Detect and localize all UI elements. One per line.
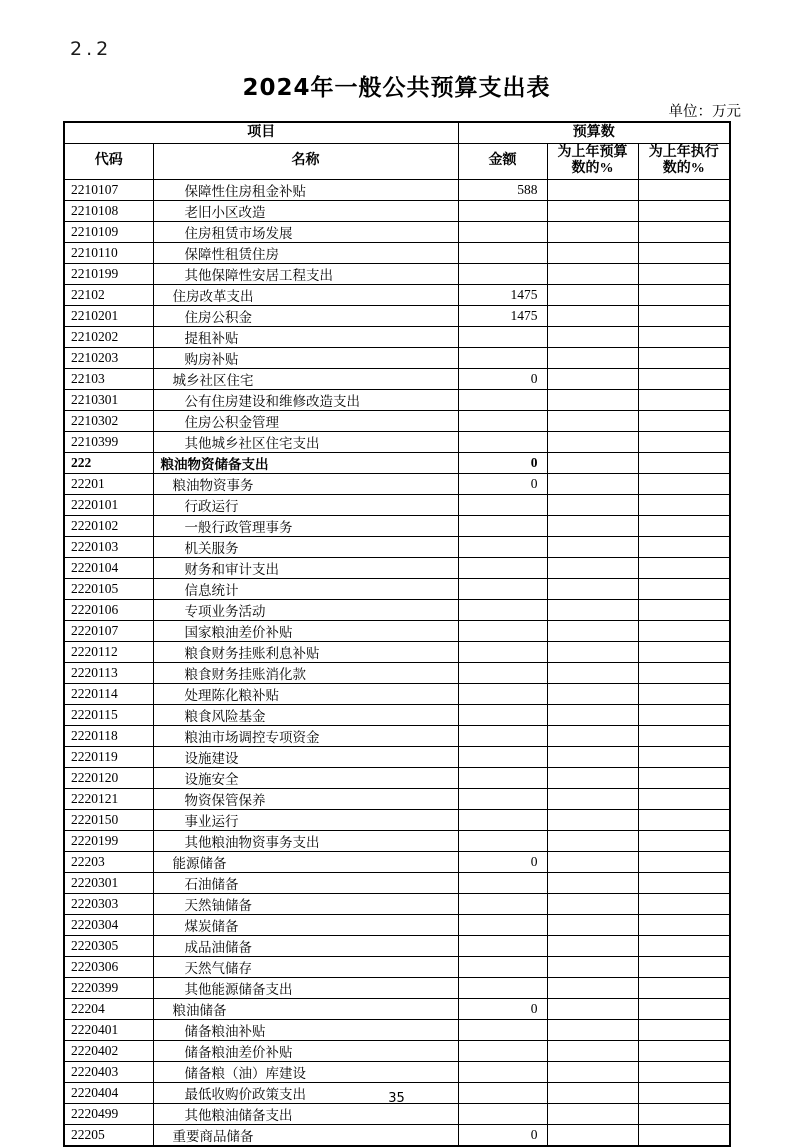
cell-prev-budget-pct: [547, 830, 638, 851]
header-prev-budget-pct-line2: 数的%: [571, 161, 614, 176]
cell-prev-exec-pct: [638, 536, 730, 557]
cell-prev-budget-pct: [547, 284, 638, 305]
cell-name: 粮油物资储备支出: [153, 452, 458, 473]
cell-code: 2220301: [64, 872, 153, 893]
cell-name: 信息统计: [153, 578, 458, 599]
cell-prev-exec-pct: [638, 893, 730, 914]
cell-code: 2210109: [64, 221, 153, 242]
cell-prev-budget-pct: [547, 494, 638, 515]
cell-name: 粮食财务挂账消化款: [153, 662, 458, 683]
header-amount: 金额: [458, 143, 547, 179]
cell-code: 2220121: [64, 788, 153, 809]
cell-prev-exec-pct: [638, 1019, 730, 1040]
cell-name: 粮油市场调控专项资金: [153, 725, 458, 746]
table-row: [64, 242, 730, 263]
table-row: [64, 200, 730, 221]
cell-prev-budget-pct: [547, 809, 638, 830]
cell-prev-budget-pct: [547, 641, 638, 662]
cell-amount: [458, 662, 547, 683]
cell-amount: [458, 683, 547, 704]
cell-prev-budget-pct: [547, 452, 638, 473]
cell-prev-exec-pct: [638, 956, 730, 977]
table-row: [64, 284, 730, 305]
header-code: 代码: [64, 143, 153, 179]
section-number: 2.2: [70, 38, 113, 60]
cell-prev-exec-pct: [638, 263, 730, 284]
cell-name: 天然铀储备: [153, 893, 458, 914]
table-row: [64, 1061, 730, 1082]
cell-prev-exec-pct: [638, 830, 730, 851]
cell-code: 2210108: [64, 200, 153, 221]
cell-prev-exec-pct: [638, 641, 730, 662]
cell-code: 2220101: [64, 494, 153, 515]
cell-prev-exec-pct: [638, 851, 730, 872]
cell-code: 22205: [64, 1124, 153, 1146]
cell-prev-exec-pct: [638, 662, 730, 683]
cell-amount: [458, 578, 547, 599]
table-row: [64, 179, 730, 200]
cell-name: 老旧小区改造: [153, 200, 458, 221]
cell-name: 粮食财务挂账利息补贴: [153, 641, 458, 662]
cell-name: 设施建设: [153, 746, 458, 767]
cell-name: 粮油物资事务: [153, 473, 458, 494]
cell-amount: [458, 830, 547, 851]
cell-prev-exec-pct: [638, 725, 730, 746]
header-prev-exec-pct-line1: 为上年执行: [648, 145, 719, 160]
cell-prev-budget-pct: [547, 557, 638, 578]
cell-amount: 0: [458, 452, 547, 473]
header-group-project: 项目: [64, 122, 458, 143]
cell-prev-budget-pct: [547, 221, 638, 242]
cell-code: 2220103: [64, 536, 153, 557]
cell-prev-exec-pct: [638, 347, 730, 368]
table-row: [64, 641, 730, 662]
cell-prev-exec-pct: [638, 1124, 730, 1146]
cell-prev-budget-pct: [547, 998, 638, 1019]
cell-amount: [458, 725, 547, 746]
cell-prev-exec-pct: [638, 998, 730, 1019]
cell-amount: [458, 200, 547, 221]
header-group-budget: 预算数: [458, 122, 730, 143]
cell-name: 住房租赁市场发展: [153, 221, 458, 242]
cell-code: 2220114: [64, 683, 153, 704]
cell-amount: [458, 410, 547, 431]
cell-prev-budget-pct: [547, 977, 638, 998]
cell-code: 2220401: [64, 1019, 153, 1040]
cell-code: 2220304: [64, 914, 153, 935]
cell-name: 能源储备: [153, 851, 458, 872]
unit-label: 单位：万元: [668, 104, 741, 120]
cell-amount: 0: [458, 851, 547, 872]
cell-prev-exec-pct: [638, 200, 730, 221]
cell-code: 2210199: [64, 263, 153, 284]
cell-prev-budget-pct: [547, 473, 638, 494]
budget-table: [63, 121, 731, 1147]
cell-amount: [458, 1061, 547, 1082]
cell-prev-budget-pct: [547, 599, 638, 620]
cell-prev-exec-pct: [638, 788, 730, 809]
cell-prev-exec-pct: [638, 326, 730, 347]
cell-name: 购房补贴: [153, 347, 458, 368]
cell-prev-budget-pct: [547, 536, 638, 557]
cell-prev-exec-pct: [638, 431, 730, 452]
cell-prev-budget-pct: [547, 788, 638, 809]
cell-code: 22203: [64, 851, 153, 872]
cell-code: 2220305: [64, 935, 153, 956]
cell-prev-budget-pct: [547, 851, 638, 872]
cell-prev-budget-pct: [547, 326, 638, 347]
cell-name: 天然气储存: [153, 956, 458, 977]
page-number: 35: [388, 1091, 405, 1106]
cell-code: 222: [64, 452, 153, 473]
cell-prev-budget-pct: [547, 767, 638, 788]
cell-name: 专项业务活动: [153, 599, 458, 620]
cell-amount: [458, 221, 547, 242]
cell-amount: [458, 935, 547, 956]
cell-code: 2210399: [64, 431, 153, 452]
table-row: [64, 221, 730, 242]
cell-prev-budget-pct: [547, 914, 638, 935]
cell-name: 一般行政管理事务: [153, 515, 458, 536]
cell-prev-exec-pct: [638, 620, 730, 641]
table-row: [64, 536, 730, 557]
cell-code: 22201: [64, 473, 153, 494]
cell-prev-budget-pct: [547, 305, 638, 326]
cell-amount: [458, 242, 547, 263]
cell-prev-budget-pct: [547, 893, 638, 914]
cell-prev-exec-pct: [638, 515, 730, 536]
table-row: [64, 935, 730, 956]
cell-amount: [458, 557, 547, 578]
table-row: [64, 746, 730, 767]
cell-amount: [458, 809, 547, 830]
cell-prev-exec-pct: [638, 578, 730, 599]
table-row: [64, 515, 730, 536]
cell-name: 储备粮油补贴: [153, 1019, 458, 1040]
cell-prev-budget-pct: [547, 200, 638, 221]
cell-name: 提租补贴: [153, 326, 458, 347]
cell-prev-exec-pct: [638, 872, 730, 893]
cell-code: 2210202: [64, 326, 153, 347]
cell-name: 财务和审计支出: [153, 557, 458, 578]
table-row: [64, 620, 730, 641]
table-row: [64, 599, 730, 620]
header-group-row: [64, 122, 730, 143]
cell-amount: [458, 1040, 547, 1061]
cell-code: 2220105: [64, 578, 153, 599]
cell-prev-exec-pct: [638, 305, 730, 326]
cell-amount: [458, 704, 547, 725]
table-row: [64, 473, 730, 494]
cell-amount: 0: [458, 998, 547, 1019]
cell-amount: [458, 788, 547, 809]
cell-prev-budget-pct: [547, 746, 638, 767]
table-row: [64, 893, 730, 914]
cell-code: 22103: [64, 368, 153, 389]
table-row: [64, 1019, 730, 1040]
cell-name: 其他粮油储备支出: [153, 1103, 458, 1124]
cell-name: 其他能源储备支出: [153, 977, 458, 998]
cell-amount: 588: [458, 179, 547, 200]
cell-code: 2220306: [64, 956, 153, 977]
table-row: [64, 1124, 730, 1146]
cell-code: 2220120: [64, 767, 153, 788]
table-row: [64, 704, 730, 725]
cell-name: 事业运行: [153, 809, 458, 830]
header-prev-exec-pct-line2: 数的%: [662, 161, 705, 176]
cell-amount: 1475: [458, 305, 547, 326]
table-row: [64, 1040, 730, 1061]
cell-name: 保障性租赁住房: [153, 242, 458, 263]
cell-prev-exec-pct: [638, 599, 730, 620]
table-row: [64, 725, 730, 746]
cell-amount: [458, 893, 547, 914]
cell-prev-exec-pct: [638, 179, 730, 200]
table-row: [64, 347, 730, 368]
cell-prev-exec-pct: [638, 704, 730, 725]
cell-amount: [458, 977, 547, 998]
cell-prev-budget-pct: [547, 242, 638, 263]
cell-prev-budget-pct: [547, 347, 638, 368]
cell-name: 处理陈化粮补贴: [153, 683, 458, 704]
cell-prev-exec-pct: [638, 1061, 730, 1082]
cell-code: 2220403: [64, 1061, 153, 1082]
cell-prev-budget-pct: [547, 1103, 638, 1124]
table-header: [64, 122, 730, 179]
cell-code: 2220118: [64, 725, 153, 746]
cell-code: 22102: [64, 284, 153, 305]
cell-code: 2210302: [64, 410, 153, 431]
cell-amount: [458, 914, 547, 935]
cell-code: 2220404: [64, 1082, 153, 1103]
header-name: 名称: [153, 143, 458, 179]
cell-prev-exec-pct: [638, 683, 730, 704]
cell-code: 2210203: [64, 347, 153, 368]
header-prev-exec-pct: [638, 143, 730, 179]
cell-amount: [458, 494, 547, 515]
cell-prev-budget-pct: [547, 1040, 638, 1061]
cell-code: 2220113: [64, 662, 153, 683]
cell-amount: 0: [458, 1124, 547, 1146]
cell-amount: [458, 767, 547, 788]
cell-code: 2220102: [64, 515, 153, 536]
table-row: [64, 410, 730, 431]
cell-prev-budget-pct: [547, 263, 638, 284]
header-prev-budget-pct: [547, 143, 638, 179]
table-row: [64, 914, 730, 935]
header-prev-budget-pct-line1: 为上年预算: [557, 145, 628, 160]
table-row: [64, 788, 730, 809]
cell-name: 其他保障性安居工程支出: [153, 263, 458, 284]
table-row: [64, 494, 730, 515]
cell-prev-budget-pct: [547, 368, 638, 389]
cell-prev-exec-pct: [638, 746, 730, 767]
cell-prev-exec-pct: [638, 284, 730, 305]
cell-amount: [458, 536, 547, 557]
cell-prev-budget-pct: [547, 935, 638, 956]
cell-code: 2220399: [64, 977, 153, 998]
cell-amount: [458, 872, 547, 893]
cell-prev-exec-pct: [638, 494, 730, 515]
cell-amount: [458, 431, 547, 452]
cell-amount: [458, 263, 547, 284]
cell-prev-exec-pct: [638, 809, 730, 830]
cell-name: 住房公积金: [153, 305, 458, 326]
cell-code: 2220499: [64, 1103, 153, 1124]
cell-prev-exec-pct: [638, 389, 730, 410]
cell-code: 2220112: [64, 641, 153, 662]
cell-name: 住房改革支出: [153, 284, 458, 305]
cell-amount: [458, 641, 547, 662]
cell-code: 2220402: [64, 1040, 153, 1061]
cell-prev-budget-pct: [547, 179, 638, 200]
cell-code: 2220107: [64, 620, 153, 641]
table-row: [64, 809, 730, 830]
cell-amount: [458, 599, 547, 620]
cell-prev-budget-pct: [547, 1019, 638, 1040]
table-row: [64, 683, 730, 704]
table-row: [64, 872, 730, 893]
cell-code: 2220303: [64, 893, 153, 914]
cell-prev-budget-pct: [547, 410, 638, 431]
cell-amount: 0: [458, 473, 547, 494]
cell-prev-budget-pct: [547, 683, 638, 704]
cell-amount: [458, 389, 547, 410]
cell-prev-budget-pct: [547, 1061, 638, 1082]
cell-amount: 1475: [458, 284, 547, 305]
cell-name: 其他城乡社区住宅支出: [153, 431, 458, 452]
cell-prev-exec-pct: [638, 368, 730, 389]
table-row: [64, 326, 730, 347]
cell-prev-budget-pct: [547, 725, 638, 746]
cell-name: 机关服务: [153, 536, 458, 557]
cell-name: 煤炭储备: [153, 914, 458, 935]
cell-name: 其他粮油物资事务支出: [153, 830, 458, 851]
cell-prev-budget-pct: [547, 662, 638, 683]
cell-name: 公有住房建设和维修改造支出: [153, 389, 458, 410]
cell-name: 城乡社区住宅: [153, 368, 458, 389]
cell-code: 22204: [64, 998, 153, 1019]
table-row: [64, 263, 730, 284]
cell-prev-exec-pct: [638, 242, 730, 263]
cell-name: 国家粮油差价补贴: [153, 620, 458, 641]
cell-prev-exec-pct: [638, 557, 730, 578]
cell-amount: [458, 347, 547, 368]
cell-prev-budget-pct: [547, 956, 638, 977]
table-row: [64, 956, 730, 977]
cell-code: 2220106: [64, 599, 153, 620]
table-row: [64, 431, 730, 452]
cell-amount: [458, 746, 547, 767]
cell-code: 2220199: [64, 830, 153, 851]
table-row: [64, 1103, 730, 1124]
table-body: [64, 179, 730, 1146]
cell-name: 粮油储备: [153, 998, 458, 1019]
cell-name: 成品油储备: [153, 935, 458, 956]
cell-prev-exec-pct: [638, 452, 730, 473]
cell-amount: [458, 1019, 547, 1040]
cell-code: 2220104: [64, 557, 153, 578]
table-row: [64, 767, 730, 788]
cell-amount: [458, 1103, 547, 1124]
table-row: [64, 368, 730, 389]
cell-prev-exec-pct: [638, 221, 730, 242]
cell-amount: [458, 956, 547, 977]
cell-prev-budget-pct: [547, 515, 638, 536]
table-row: [64, 557, 730, 578]
table-row: [64, 830, 730, 851]
cell-name: 保障性住房租金补贴: [153, 179, 458, 200]
cell-prev-exec-pct: [638, 473, 730, 494]
cell-prev-budget-pct: [547, 431, 638, 452]
table-row: [64, 452, 730, 473]
table-row: [64, 662, 730, 683]
cell-code: 2220115: [64, 704, 153, 725]
cell-prev-budget-pct: [547, 389, 638, 410]
table-row: [64, 851, 730, 872]
cell-prev-exec-pct: [638, 977, 730, 998]
cell-prev-budget-pct: [547, 872, 638, 893]
cell-name: 住房公积金管理: [153, 410, 458, 431]
header-columns-row: [64, 143, 730, 179]
cell-prev-exec-pct: [638, 1103, 730, 1124]
cell-prev-exec-pct: [638, 410, 730, 431]
cell-code: 2220150: [64, 809, 153, 830]
cell-amount: [458, 515, 547, 536]
cell-code: 2220119: [64, 746, 153, 767]
cell-name: 重要商品储备: [153, 1124, 458, 1146]
cell-code: 2210301: [64, 389, 153, 410]
cell-code: 2210201: [64, 305, 153, 326]
cell-prev-budget-pct: [547, 704, 638, 725]
table-row: [64, 389, 730, 410]
cell-prev-exec-pct: [638, 767, 730, 788]
cell-name: 石油储备: [153, 872, 458, 893]
cell-name: 储备粮油差价补贴: [153, 1040, 458, 1061]
cell-prev-budget-pct: [547, 620, 638, 641]
page-title: 2024年一般公共预算支出表: [242, 75, 551, 101]
cell-code: 2210107: [64, 179, 153, 200]
cell-prev-budget-pct: [547, 578, 638, 599]
table-row: [64, 998, 730, 1019]
table-row: [64, 977, 730, 998]
cell-prev-exec-pct: [638, 1040, 730, 1061]
cell-name: 物资保管保养: [153, 788, 458, 809]
cell-name: 粮食风险基金: [153, 704, 458, 725]
table-row: [64, 578, 730, 599]
cell-amount: [458, 620, 547, 641]
cell-name: 储备粮（油）库建设: [153, 1061, 458, 1082]
cell-amount: 0: [458, 368, 547, 389]
cell-name: 设施安全: [153, 767, 458, 788]
cell-name: 行政运行: [153, 494, 458, 515]
cell-prev-budget-pct: [547, 1124, 638, 1146]
cell-prev-exec-pct: [638, 914, 730, 935]
cell-prev-exec-pct: [638, 935, 730, 956]
cell-name: 最低收购价政策支出: [153, 1082, 458, 1103]
cell-amount: [458, 326, 547, 347]
table-row: [64, 305, 730, 326]
cell-code: 2210110: [64, 242, 153, 263]
